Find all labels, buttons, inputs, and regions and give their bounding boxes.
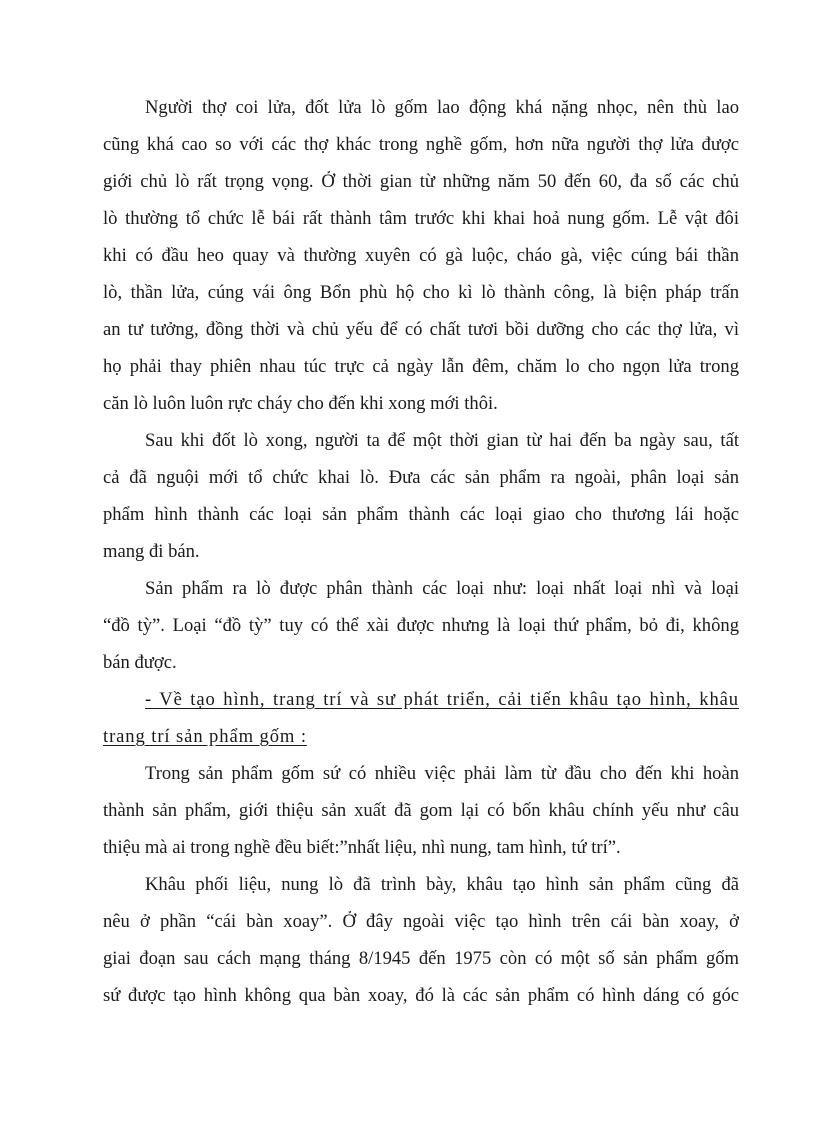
text-line: mang đi bán. [103, 541, 200, 562]
text-line: lò thường tổ chức lễ bái rất thành tâm trước khi khai hoả nung gốm. Lễ vật đôi [103, 208, 739, 229]
text-line: “đồ tỳ”. Loại “đồ tỳ” tuy có thể xài được nhưng là loại thứ phẩm, bỏ đi, không [103, 615, 739, 636]
section-heading: - Về tạo hình, trang trí và sư phát triển, cải tiến khâu tạo hình, khâu [145, 689, 739, 710]
text-line: căn lò luôn luôn rực cháy cho đến khi xong mới thôi. [103, 393, 498, 414]
text-line: sứ được tạo hình không qua bàn xoay, đó là các sản phẩm có hình dáng có góc [103, 985, 739, 1006]
text-line: giới chủ lò rất trọng vọng. Ở thời gian từ những năm 50 đến 60, đa số các chủ [103, 171, 739, 192]
text-line: Sau khi đốt lò xong, người ta để một thời gian từ hai đến ba ngày sau, tất [145, 430, 739, 451]
text-line: nêu ở phần “cái bàn xoay”. Ở đây ngoài việc tạo hình trên cái bàn xoay, ở [103, 911, 739, 932]
text-line: họ phải thay phiên nhau túc trực cả ngày lẫn đêm, chăm lo cho ngọn lửa trong [103, 356, 739, 377]
text-line: cả đã nguội mới tổ chức khai lò. Đưa các sản phẩm ra ngoài, phân loại sản [103, 467, 739, 488]
text-line: thành sản phẩm, giới thiệu sản xuất đã gom lại có bốn khâu chính yếu như câu [103, 800, 739, 821]
text-line: an tư tưởng, đồng thời và chủ yếu để có chất tươi bồi dưỡng cho các thợ lửa, vì [103, 319, 739, 340]
text-line: lò, thần lửa, cúng vái ông Bổn phù hộ cho kì lò thành công, là biện pháp trấn [103, 282, 739, 303]
text-line: Trong sản phẩm gốm sứ có nhiều việc phải làm từ đầu cho đến khi hoàn [145, 763, 739, 784]
text-line: khi có đầu heo quay và thường xuyên có gà luộc, cháo gà, việc cúng bái thần [103, 245, 739, 266]
text-line: Khâu phối liệu, nung lò đã trình bày, khâu tạo hình sản phẩm cũng đã [145, 874, 739, 895]
text-line: Sản phẩm ra lò được phân thành các loại như: loại nhất loại nhì và loại [145, 578, 739, 599]
text-line: cũng khá cao so với các thợ khác trong nghề gốm, hơn nữa người thợ lửa được [103, 134, 739, 155]
text-line: Người thợ coi lửa, đốt lửa lò gốm lao động khá nặng nhọc, nên thù lao [145, 97, 739, 118]
section-heading: trang trí sản phẩm gốm : [103, 726, 307, 747]
text-line: thiệu mà ai trong nghề đều biết:”nhất liệu, nhì nung, tam hình, tứ trí”. [103, 837, 621, 858]
text-line: phẩm hình thành các loại sản phẩm thành các loại giao cho thương lái hoặc [103, 504, 739, 525]
text-line: giai đoạn sau cách mạng tháng 8/1945 đến 1975 còn có một số sản phẩm gốm [103, 948, 739, 969]
text-line: bán được. [103, 652, 177, 673]
